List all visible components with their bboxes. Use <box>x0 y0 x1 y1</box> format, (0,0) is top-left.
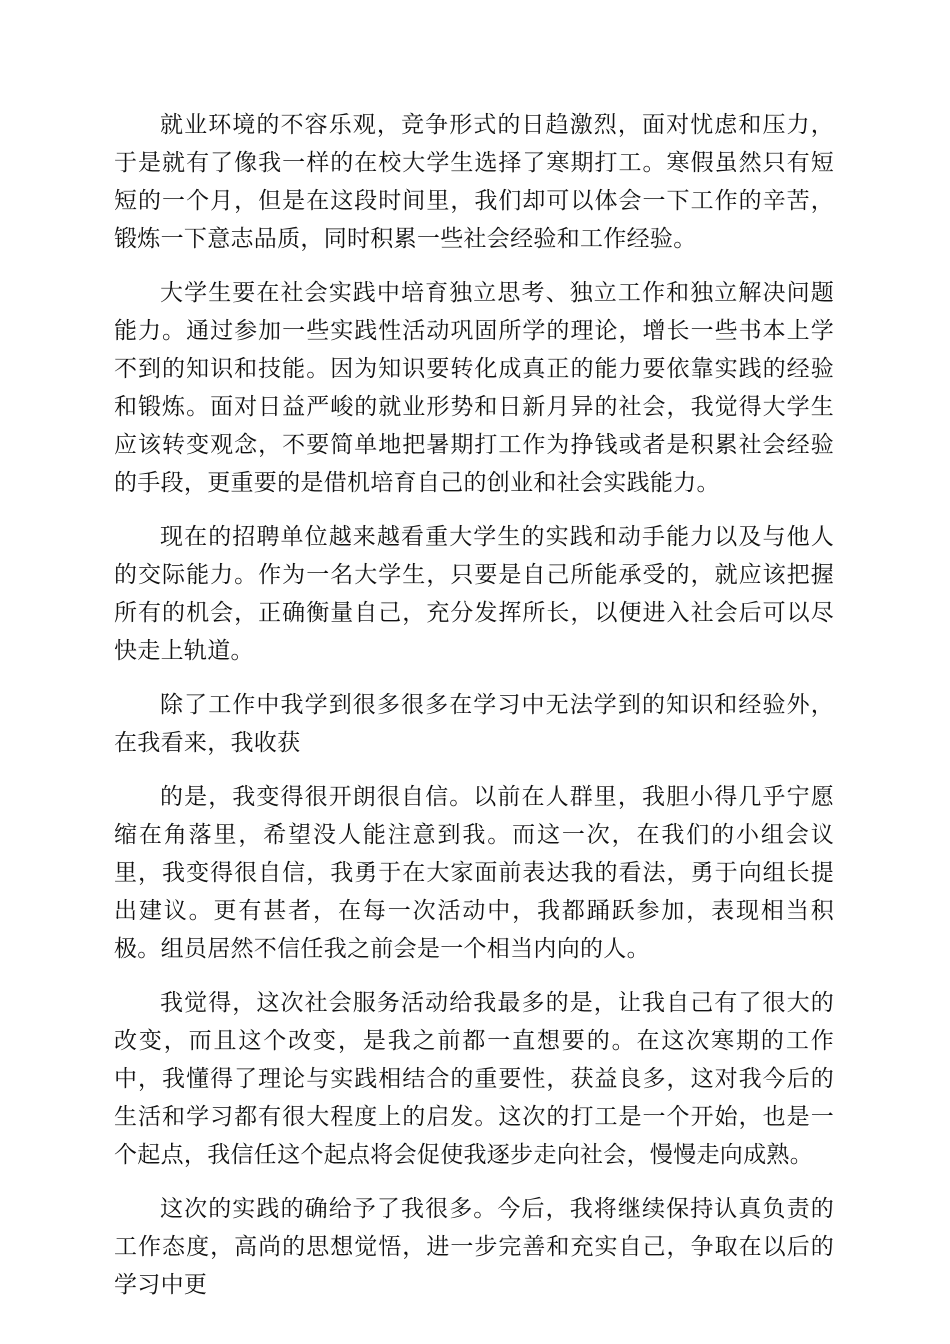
paragraph-1: 就业环境的不容乐观，竞争形式的日趋激烈，面对忧虑和压力，于是就有了像我一样的在校大学生选择了寒期打工。寒假虽然只有短短的一个月，但是在这段时间里，我们却可以体会一下工作的辛苦，锻炼一下意志品质，同时积累一些社会经验和工作经验。 <box>114 112 834 252</box>
paragraph-7: 这次的实践的确给予了我很多。今后，我将继续保持认真负责的工作态度，高尚的思想觉悟，进一步完善和充实自己，争取在以后的学习中更 <box>114 1196 834 1298</box>
paragraph-3: 现在的招聘单位越来越看重大学生的实践和动手能力以及与他人的交际能力。作为一名大学生，只要是自己所能承受的，就应该把握所有的机会，正确衡量自己，充分发挥所长，以便进入社会后可以尽快走上轨道。 <box>114 524 834 664</box>
document-body <box>114 106 834 1320</box>
paragraph-5: 的是，我变得很开朗很自信。以前在人群里，我胆小得几乎宁愿缩在角落里，希望没人能注意到我。而这一次，在我们的小组会议里，我变得很自信，我勇于在大家面前表达我的看法，勇于向组长提出建议。更有甚者，在每一次活动中，我都踊跃参加，表现相当积极。组员居然不信任我之前会是一个相当内向的人。 <box>114 784 834 962</box>
paragraph-4: 除了工作中我学到很多很多在学习中无法学到的知识和经验外，在我看来，我收获 <box>114 692 834 756</box>
paragraph-6: 我觉得，这次社会服务活动给我最多的是，让我自己有了很大的改变，而且这个改变，是我之前都一直想要的。在这次寒期的工作中，我懂得了理论与实践相结合的重要性，获益良多，这对我今后的生活和学习都有很大程度上的启发。这次的打工是一个开始，也是一个起点，我信任这个起点将会促使我逐步走向社会，慢慢走向成熟。 <box>114 990 834 1168</box>
paragraph-2: 大学生要在社会实践中培育独立思考、独立工作和独立解决问题能力。通过参加一些实践性活动巩固所学的理论，增长一些书本上学不到的知识和技能。因为知识要转化成真正的能力要依靠实践的经验和锻炼。面对日益严峻的就业形势和日新月异的社会，我觉得大学生应该转变观念，不要简单地把暑期打工作为挣钱或者是积累社会经验的手段，更重要的是借机培育自己的创业和社会实践能力。 <box>114 280 834 496</box>
